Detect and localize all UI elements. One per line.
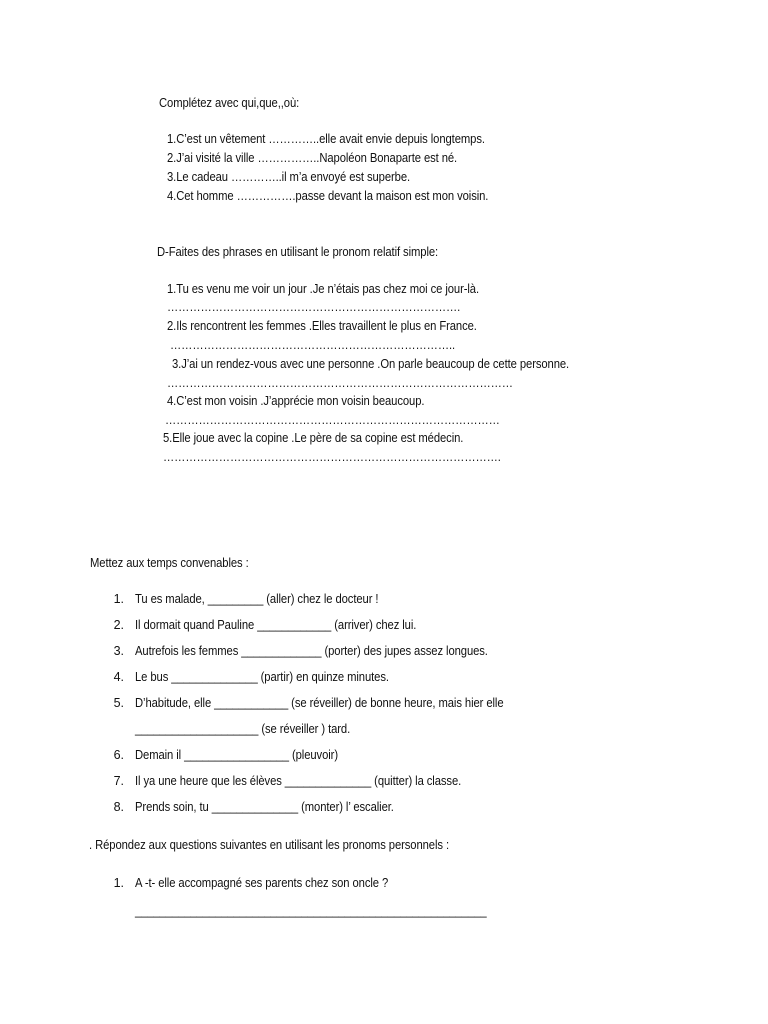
- temps-item-6-text: Demain il _________________ (pleuvoir): [135, 748, 338, 762]
- section-d-title: D-Faites des phrases en utilisant le pronom relatif simple:: [157, 245, 439, 259]
- section-d-sentence-4: 4.C’est mon voisin .J’apprécie mon voisin beaucoup.: [167, 394, 425, 408]
- temps-item-5-text: D’habitude, elle ____________ (se réveiller) de bonne heure, mais hier elle: [135, 696, 504, 710]
- section-d-sentence-2: 2.Ils rencontrent les femmes .Elles travaillent le plus en France.: [167, 319, 477, 333]
- section-temps-title: Mettez aux temps convenables :: [90, 556, 249, 570]
- pronoms-item-1-number: 1.: [113, 876, 124, 890]
- pronoms-item-1-answer-line: _________________________________________________________: [135, 904, 487, 918]
- temps-item-4-text: Le bus ______________ (partir) en quinze minutes.: [135, 670, 389, 684]
- section-pronoms-title: . Répondez aux questions suivantes en utilisant les pronoms personnels :: [89, 838, 449, 852]
- section-d-answer-line-2: …………………………………………………………………..: [170, 338, 456, 352]
- section-d-answer-line-1: …………………………………………………………………….: [167, 300, 461, 314]
- temps-item-1-number: 1.: [113, 592, 124, 606]
- temps-item-7-text: Il ya une heure que les élèves ______________ (quitter) la classe.: [135, 774, 462, 788]
- section-a-title: Complétez avec qui,que,,où:: [159, 96, 300, 110]
- temps-item-2-text: Il dormait quand Pauline ____________ (arriver) chez lui.: [135, 618, 417, 632]
- temps-item-8-text: Prends soin, tu ______________ (monter) l’ escalier.: [135, 800, 394, 814]
- temps-item-6-number: 6.: [113, 748, 124, 762]
- temps-item-4-number: 4.: [113, 670, 124, 684]
- section-d-sentence-5: 5.Elle joue avec la copine .Le père de sa copine est médecin.: [163, 431, 464, 445]
- section-a-item-3: 3.Le cadeau …………..il m’a envoyé est superbe.: [167, 170, 411, 184]
- section-d-answer-line-5: ……………………………………………………………………………….: [163, 450, 501, 464]
- temps-item-5-continuation: ____________________ (se réveiller ) tard.: [135, 722, 351, 736]
- temps-item-5-number: 5.: [113, 696, 124, 710]
- temps-item-2-number: 2.: [113, 618, 124, 632]
- temps-item-7-number: 7.: [113, 774, 124, 788]
- pronoms-item-1-question: A -t- elle accompagné ses parents chez son oncle ?: [135, 876, 389, 890]
- section-d-answer-line-3: …………………………………………………………………………………: [167, 376, 513, 390]
- temps-item-3-number: 3.: [113, 644, 124, 658]
- section-d-sentence-3: 3.J’ai un rendez-vous avec une personne .On parle beaucoup de cette personne.: [172, 357, 570, 371]
- section-d-sentence-1: 1.Tu es venu me voir un jour .Je n’étais pas chez moi ce jour-là.: [167, 282, 480, 296]
- section-a-item-1: 1.C’est un vêtement …………..elle avait envie depuis longtemps.: [167, 132, 485, 146]
- temps-item-3-text: Autrefois les femmes _____________ (porter) des jupes assez longues.: [135, 644, 488, 658]
- temps-item-8-number: 8.: [113, 800, 124, 814]
- section-a-item-4: 4.Cet homme …………….passe devant la maison est mon voisin.: [167, 189, 489, 203]
- section-d-answer-line-4: ………………………………………………………………………………: [165, 413, 500, 427]
- section-a-item-2: 2.J’ai visité la ville ……………..Napoléon Bonaparte est né.: [167, 151, 458, 165]
- temps-item-1-text: Tu es malade, _________ (aller) chez le docteur !: [135, 592, 379, 606]
